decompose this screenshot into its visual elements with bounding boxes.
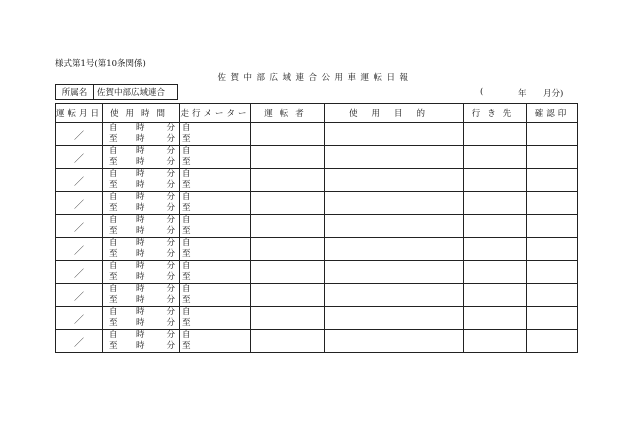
time-from-label: 自 bbox=[109, 284, 118, 294]
date-cell[interactable] bbox=[56, 192, 103, 215]
usage-time-cell[interactable] bbox=[103, 146, 180, 169]
time-minute-label: 分 bbox=[166, 215, 175, 225]
header-confirmation-seal: 確認印 bbox=[527, 104, 578, 123]
time-from-label: 自 bbox=[109, 238, 118, 248]
date-slash: ／ bbox=[74, 314, 84, 326]
driver-cell[interactable] bbox=[251, 307, 325, 330]
vehicle-log-table bbox=[55, 103, 578, 353]
destination-cell[interactable] bbox=[464, 307, 527, 330]
affiliation-label: 所属名 bbox=[56, 85, 94, 99]
log-row bbox=[56, 169, 578, 192]
time-minute-label: 分 bbox=[166, 261, 175, 271]
meter-from-label: 自 bbox=[182, 215, 191, 225]
confirmation-seal-cell[interactable] bbox=[527, 284, 578, 307]
meter-to-label: 至 bbox=[182, 180, 191, 190]
driver-cell[interactable] bbox=[251, 284, 325, 307]
time-minute-label: 分 bbox=[166, 307, 175, 317]
odometer-cell[interactable] bbox=[180, 261, 251, 284]
header-purpose: 使用目的 bbox=[325, 104, 464, 123]
date-slash: ／ bbox=[74, 199, 84, 211]
meter-from-label: 自 bbox=[182, 146, 191, 156]
time-hour-label: 時 bbox=[135, 180, 145, 190]
confirmation-seal-cell[interactable] bbox=[527, 238, 578, 261]
destination-cell[interactable] bbox=[464, 261, 527, 284]
time-to-label: 至 bbox=[109, 272, 118, 282]
meter-from-label: 自 bbox=[182, 284, 191, 294]
date-slash: ／ bbox=[74, 268, 84, 280]
odometer-cell[interactable] bbox=[180, 215, 251, 238]
period-year-label: 年 bbox=[518, 89, 527, 99]
meter-to-label: 至 bbox=[182, 272, 191, 282]
time-hour-label: 時 bbox=[135, 261, 145, 271]
confirmation-seal-cell[interactable] bbox=[527, 215, 578, 238]
time-to-label: 至 bbox=[109, 249, 118, 259]
meter-from-label: 自 bbox=[182, 192, 191, 202]
time-to-line bbox=[103, 249, 179, 260]
date-slash: ／ bbox=[74, 245, 84, 257]
meter-from-label: 自 bbox=[182, 307, 191, 317]
date-cell[interactable] bbox=[56, 330, 103, 353]
purpose-cell[interactable] bbox=[325, 215, 464, 238]
time-from-label: 自 bbox=[109, 169, 118, 179]
meter-from-label: 自 bbox=[182, 123, 191, 133]
driver-cell[interactable] bbox=[251, 169, 325, 192]
purpose-cell[interactable] bbox=[325, 192, 464, 215]
time-to-line bbox=[103, 134, 179, 145]
odometer-cell[interactable] bbox=[180, 146, 251, 169]
odometer-cell[interactable] bbox=[180, 284, 251, 307]
time-minute-label: 分 bbox=[166, 169, 175, 179]
time-from-label: 自 bbox=[109, 307, 118, 317]
time-to-line bbox=[103, 180, 179, 191]
form-number: 様式第1号(第10条関係) bbox=[55, 59, 146, 69]
time-minute-label: 分 bbox=[166, 318, 175, 328]
time-minute-label: 分 bbox=[166, 341, 175, 351]
time-to-label: 至 bbox=[109, 295, 118, 305]
time-minute-label: 分 bbox=[166, 123, 175, 133]
date-slash: ／ bbox=[74, 337, 84, 349]
usage-time-cell[interactable] bbox=[103, 215, 180, 238]
confirmation-seal-cell[interactable] bbox=[527, 169, 578, 192]
time-from-label: 自 bbox=[109, 192, 118, 202]
driver-cell[interactable] bbox=[251, 261, 325, 284]
header-date: 運転月日 bbox=[56, 104, 103, 123]
usage-time-cell[interactable] bbox=[103, 123, 180, 146]
time-from-label: 自 bbox=[109, 261, 118, 271]
usage-time-cell[interactable] bbox=[103, 284, 180, 307]
date-cell[interactable] bbox=[56, 123, 103, 146]
meter-to-label: 至 bbox=[182, 295, 191, 305]
meter-to-label: 至 bbox=[182, 249, 191, 259]
destination-cell[interactable] bbox=[464, 215, 527, 238]
meter-to-label: 至 bbox=[182, 157, 191, 167]
date-slash: ／ bbox=[74, 291, 84, 303]
confirmation-seal-cell[interactable] bbox=[527, 261, 578, 284]
time-minute-label: 分 bbox=[166, 203, 175, 213]
time-to-line bbox=[103, 341, 179, 352]
form-title: 佐賀中部広域連合公用車運転日報 bbox=[217, 73, 413, 83]
meter-to-label: 至 bbox=[182, 341, 191, 351]
time-hour-label: 時 bbox=[135, 192, 145, 202]
time-minute-label: 分 bbox=[166, 238, 175, 248]
period-open-paren: ( bbox=[480, 87, 484, 97]
time-from-line bbox=[103, 146, 179, 157]
log-row bbox=[56, 330, 578, 353]
time-from-line bbox=[103, 169, 179, 180]
date-cell[interactable] bbox=[56, 261, 103, 284]
time-to-line bbox=[103, 272, 179, 283]
date-slash: ／ bbox=[74, 176, 84, 188]
date-slash: ／ bbox=[74, 153, 84, 165]
time-from-line bbox=[103, 307, 179, 318]
driver-cell[interactable] bbox=[251, 123, 325, 146]
log-row bbox=[56, 123, 578, 146]
odometer-cell[interactable] bbox=[180, 307, 251, 330]
time-hour-label: 時 bbox=[135, 307, 145, 317]
odometer-cell[interactable] bbox=[180, 123, 251, 146]
header-odometer: 走行メーター bbox=[180, 104, 251, 123]
time-minute-label: 分 bbox=[166, 180, 175, 190]
time-from-line bbox=[103, 215, 179, 226]
meter-to-label: 至 bbox=[182, 226, 191, 236]
destination-cell[interactable] bbox=[464, 238, 527, 261]
time-hour-label: 時 bbox=[135, 215, 145, 225]
date-cell[interactable] bbox=[56, 238, 103, 261]
affiliation-value[interactable]: 佐賀中部広域連合 bbox=[97, 88, 166, 98]
usage-time-cell[interactable] bbox=[103, 307, 180, 330]
time-from-line bbox=[103, 330, 179, 341]
purpose-cell[interactable] bbox=[325, 261, 464, 284]
destination-cell[interactable] bbox=[464, 123, 527, 146]
time-hour-label: 時 bbox=[135, 203, 145, 213]
time-minute-label: 分 bbox=[166, 284, 175, 294]
destination-cell[interactable] bbox=[464, 284, 527, 307]
date-cell[interactable] bbox=[56, 146, 103, 169]
meter-to-label: 至 bbox=[182, 318, 191, 328]
time-hour-label: 時 bbox=[135, 330, 145, 340]
log-row bbox=[56, 238, 578, 261]
driver-cell[interactable] bbox=[251, 146, 325, 169]
time-minute-label: 分 bbox=[166, 192, 175, 202]
time-from-label: 自 bbox=[109, 330, 118, 340]
time-from-label: 自 bbox=[109, 215, 118, 225]
time-hour-label: 時 bbox=[135, 123, 145, 133]
header-usage-time: 使用時間 bbox=[103, 104, 180, 123]
time-hour-label: 時 bbox=[135, 169, 145, 179]
time-minute-label: 分 bbox=[166, 157, 175, 167]
log-row bbox=[56, 192, 578, 215]
destination-cell[interactable] bbox=[464, 330, 527, 353]
driver-cell[interactable] bbox=[251, 330, 325, 353]
date-cell[interactable] bbox=[56, 307, 103, 330]
time-to-line bbox=[103, 226, 179, 237]
meter-from-label: 自 bbox=[182, 261, 191, 271]
time-from-label: 自 bbox=[109, 146, 118, 156]
odometer-cell[interactable] bbox=[180, 330, 251, 353]
time-hour-label: 時 bbox=[135, 249, 145, 259]
time-hour-label: 時 bbox=[135, 341, 145, 351]
odometer-cell[interactable] bbox=[180, 169, 251, 192]
meter-to-label: 至 bbox=[182, 134, 191, 144]
time-minute-label: 分 bbox=[166, 295, 175, 305]
purpose-cell[interactable] bbox=[325, 330, 464, 353]
meter-from-label: 自 bbox=[182, 238, 191, 248]
time-to-label: 至 bbox=[109, 318, 118, 328]
usage-time-cell[interactable] bbox=[103, 238, 180, 261]
confirmation-seal-cell[interactable] bbox=[527, 330, 578, 353]
time-to-line bbox=[103, 318, 179, 329]
destination-cell[interactable] bbox=[464, 146, 527, 169]
time-minute-label: 分 bbox=[166, 330, 175, 340]
purpose-cell[interactable] bbox=[325, 146, 464, 169]
date-cell[interactable] bbox=[56, 215, 103, 238]
confirmation-seal-cell[interactable] bbox=[527, 123, 578, 146]
confirmation-seal-cell[interactable] bbox=[527, 192, 578, 215]
date-slash: ／ bbox=[74, 222, 84, 234]
time-to-label: 至 bbox=[109, 226, 118, 236]
time-hour-label: 時 bbox=[135, 284, 145, 294]
time-minute-label: 分 bbox=[166, 226, 175, 236]
header-destination: 行き先 bbox=[464, 104, 527, 123]
log-body bbox=[56, 123, 578, 353]
driver-cell[interactable] bbox=[251, 215, 325, 238]
confirmation-seal-cell[interactable] bbox=[527, 307, 578, 330]
destination-cell[interactable] bbox=[464, 169, 527, 192]
date-slash: ／ bbox=[74, 130, 84, 142]
time-from-label: 自 bbox=[109, 123, 118, 133]
odometer-cell[interactable] bbox=[180, 192, 251, 215]
date-cell[interactable] bbox=[56, 169, 103, 192]
purpose-cell[interactable] bbox=[325, 284, 464, 307]
affiliation-box bbox=[55, 84, 178, 100]
log-row bbox=[56, 261, 578, 284]
time-from-line bbox=[103, 284, 179, 295]
driver-cell[interactable] bbox=[251, 238, 325, 261]
purpose-cell[interactable] bbox=[325, 123, 464, 146]
time-to-label: 至 bbox=[109, 341, 118, 351]
time-to-line bbox=[103, 203, 179, 214]
time-hour-label: 時 bbox=[135, 238, 145, 248]
time-hour-label: 時 bbox=[135, 134, 145, 144]
meter-from-label: 自 bbox=[182, 330, 191, 340]
time-from-line bbox=[103, 123, 179, 134]
time-hour-label: 時 bbox=[135, 226, 145, 236]
time-to-label: 至 bbox=[109, 180, 118, 190]
log-row bbox=[56, 215, 578, 238]
meter-from-label: 自 bbox=[182, 169, 191, 179]
time-minute-label: 分 bbox=[166, 272, 175, 282]
time-from-line bbox=[103, 238, 179, 249]
log-row bbox=[56, 284, 578, 307]
time-minute-label: 分 bbox=[166, 249, 175, 259]
time-to-label: 至 bbox=[109, 134, 118, 144]
period-month-label: 月分) bbox=[543, 89, 564, 99]
time-hour-label: 時 bbox=[135, 272, 145, 282]
confirmation-seal-cell[interactable] bbox=[527, 146, 578, 169]
time-to-label: 至 bbox=[109, 157, 118, 167]
time-hour-label: 時 bbox=[135, 295, 145, 305]
date-cell[interactable] bbox=[56, 284, 103, 307]
time-hour-label: 時 bbox=[135, 157, 145, 167]
time-minute-label: 分 bbox=[166, 146, 175, 156]
time-from-line bbox=[103, 192, 179, 203]
purpose-cell[interactable] bbox=[325, 169, 464, 192]
time-to-label: 至 bbox=[109, 203, 118, 213]
time-hour-label: 時 bbox=[135, 146, 145, 156]
meter-to-label: 至 bbox=[182, 203, 191, 213]
log-row bbox=[56, 146, 578, 169]
header-driver: 運転者 bbox=[251, 104, 325, 123]
time-to-line bbox=[103, 295, 179, 306]
time-from-line bbox=[103, 261, 179, 272]
usage-time-cell[interactable] bbox=[103, 192, 180, 215]
time-to-line bbox=[103, 157, 179, 168]
log-row bbox=[56, 307, 578, 330]
destination-cell[interactable] bbox=[464, 192, 527, 215]
time-hour-label: 時 bbox=[135, 318, 145, 328]
usage-time-cell[interactable] bbox=[103, 169, 180, 192]
purpose-cell[interactable] bbox=[325, 307, 464, 330]
odometer-cell[interactable] bbox=[180, 238, 251, 261]
usage-time-cell[interactable] bbox=[103, 261, 180, 284]
time-minute-label: 分 bbox=[166, 134, 175, 144]
purpose-cell[interactable] bbox=[325, 238, 464, 261]
driver-cell[interactable] bbox=[251, 192, 325, 215]
usage-time-cell[interactable] bbox=[103, 330, 180, 353]
